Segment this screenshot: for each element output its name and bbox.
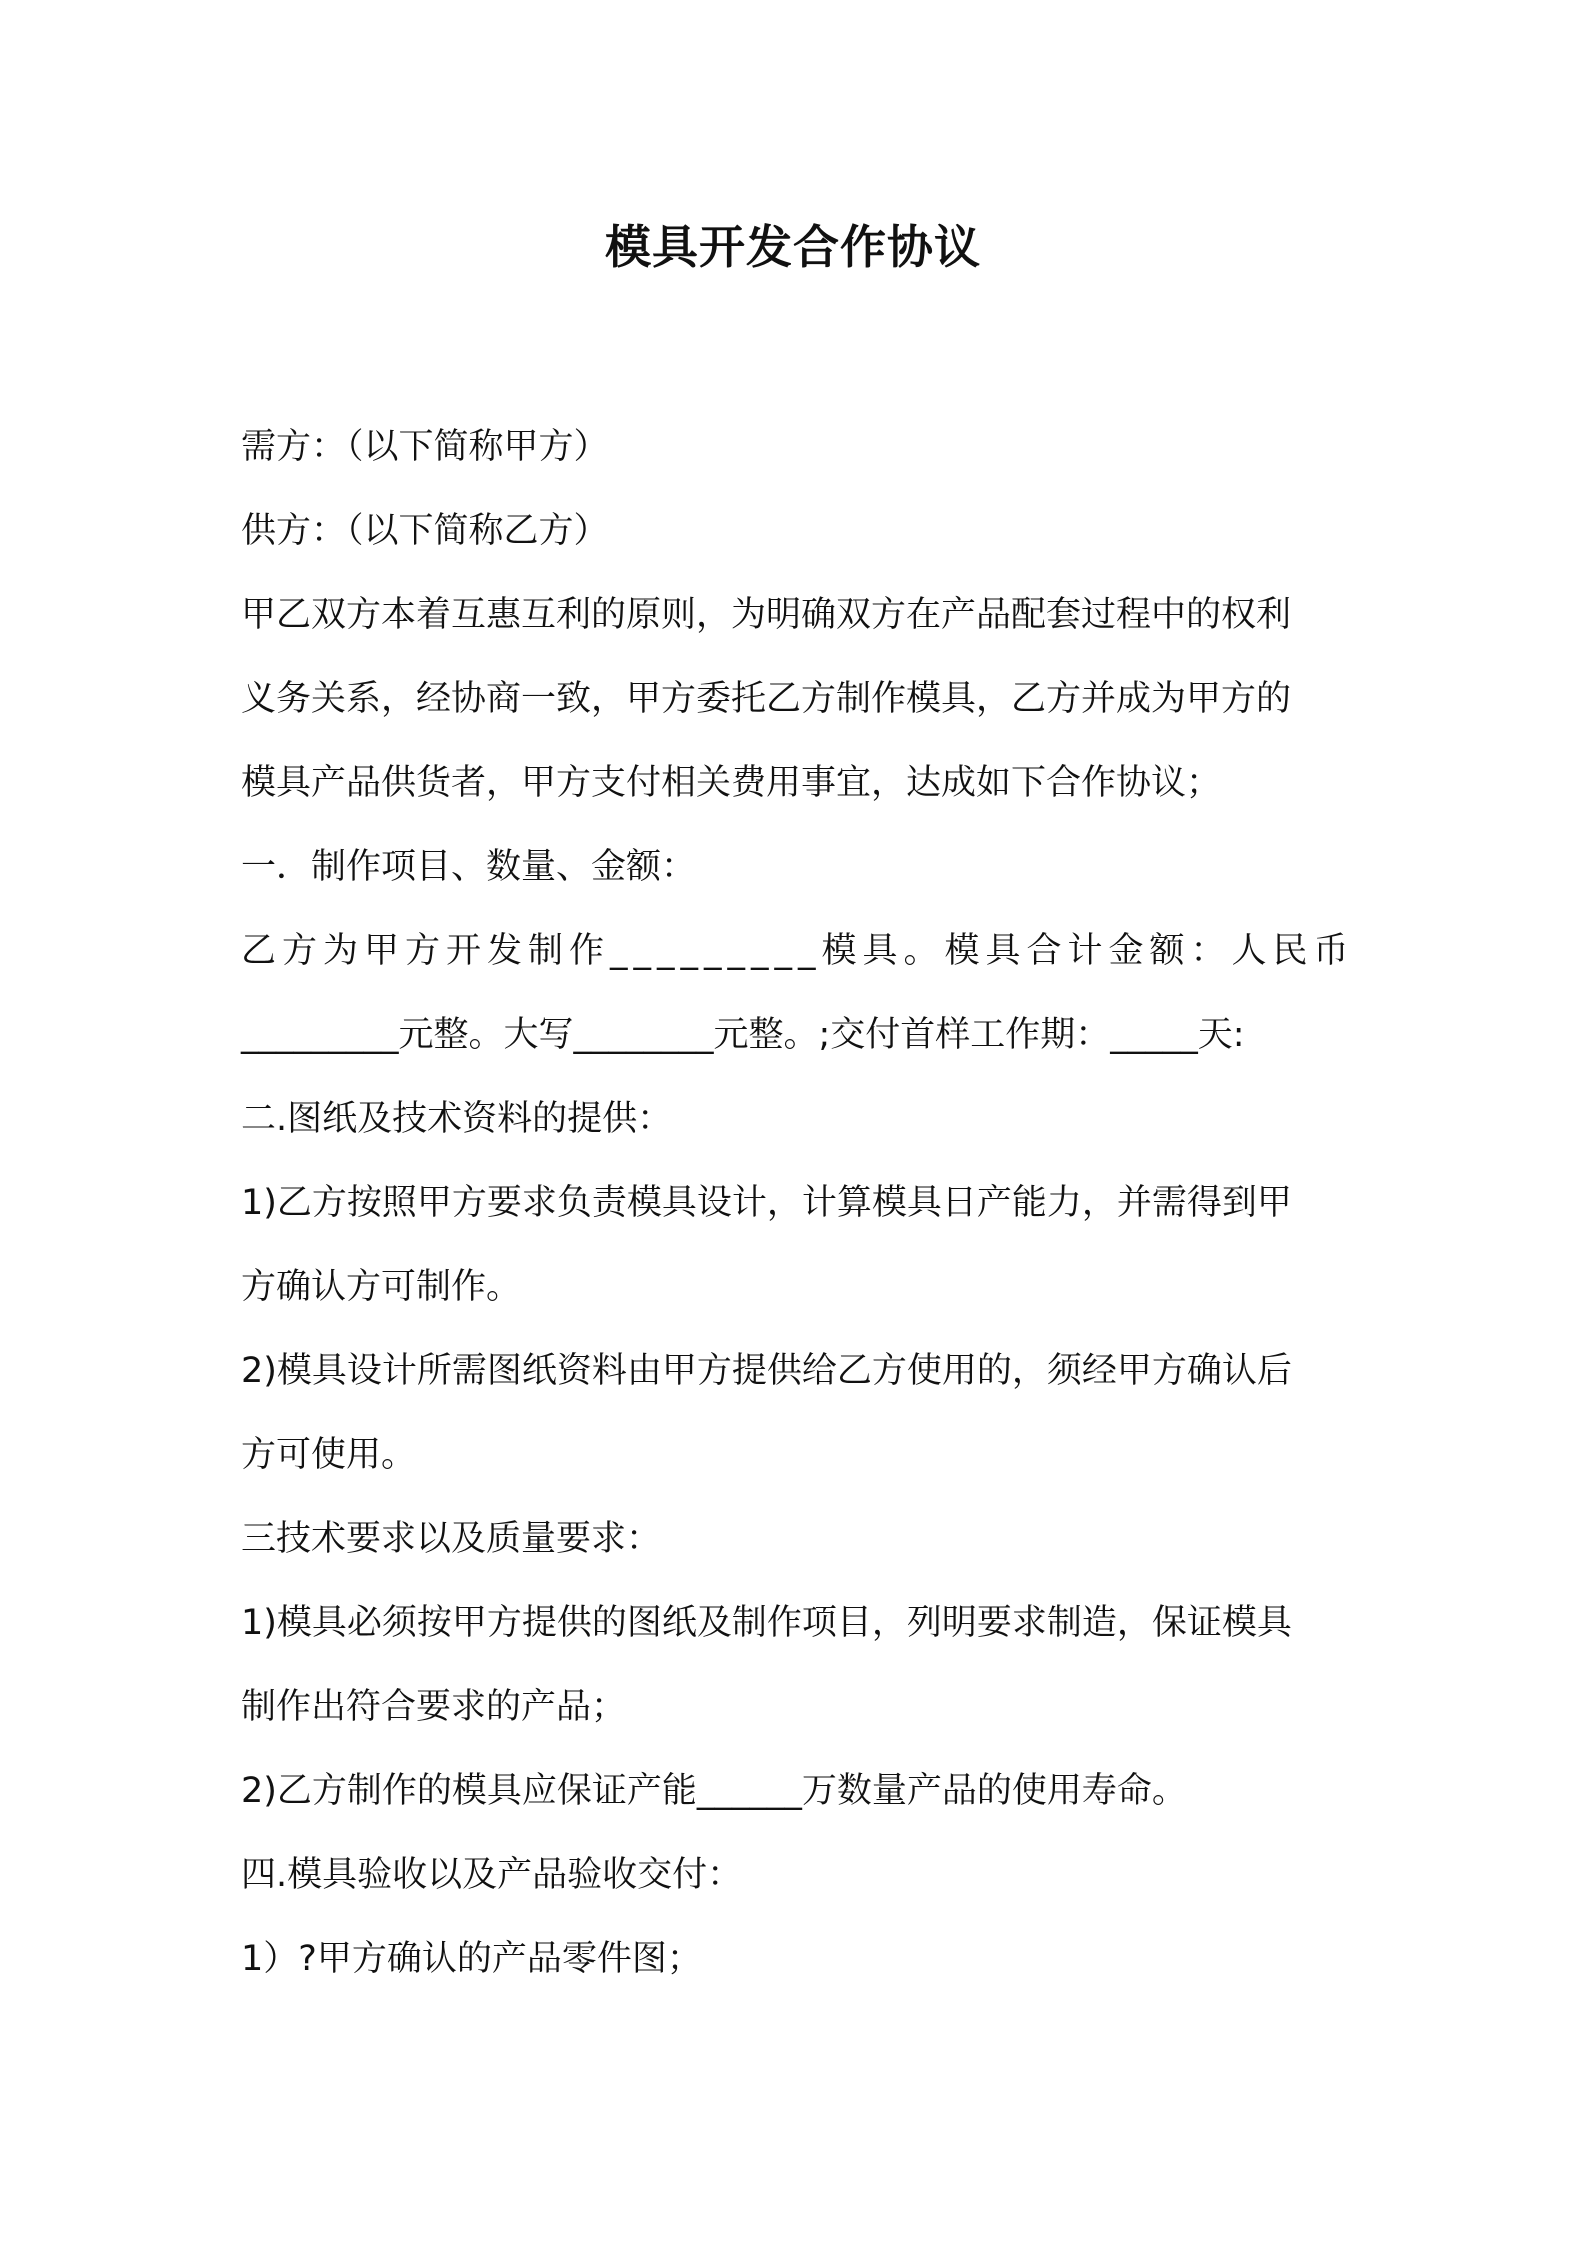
document-body <box>241 405 1357 2001</box>
clause-line: 乙方为甲方开发制作_________模具。模具合计金额：人民币 <box>241 931 1355 971</box>
clause-line: 2)乙方制作的模具应保证产能______万数量产品的使用寿命。 <box>241 1771 1187 1811</box>
party-b-line: 供方：（以下简称乙方） <box>241 511 609 551</box>
intro-paragraph-line: 模具产品供货者，甲方支付相关费用事宜，达成如下合作协议； <box>241 763 1222 803</box>
document-title: 模具开发合作协议 <box>605 220 981 274</box>
section-heading: 一．制作项目、数量、金额： <box>241 847 697 887</box>
clause-line: _________元整。大写________元整。;交付首样工作期：_____天: <box>241 1015 1245 1055</box>
party-a-line: 需方：（以下简称甲方） <box>241 427 609 467</box>
clause-line: 方确认方可制作。 <box>241 1267 522 1307</box>
clause-line: 方可使用。 <box>241 1435 417 1475</box>
section-heading: 三技术要求以及质量要求： <box>241 1519 662 1559</box>
clause-line: 1)模具必须按甲方提供的图纸及制作项目，列明要求制造，保证模具 <box>241 1603 1292 1643</box>
clause-line: 2)模具设计所需图纸资料由甲方提供给乙方使用的，须经甲方确认后 <box>241 1351 1292 1391</box>
intro-paragraph-line: 甲乙双方本着互惠互利的原则，为明确双方在产品配套过程中的权利 <box>241 595 1292 635</box>
section-heading: 四.模具验收以及产品验收交付： <box>241 1855 743 1895</box>
clause-line: 1)乙方按照甲方要求负责模具设计，计算模具日产能力，并需得到甲 <box>241 1183 1292 1223</box>
clause-line: 1）?甲方确认的产品零件图； <box>241 1939 702 1979</box>
intro-paragraph-line: 义务关系，经协商一致，甲方委托乙方制作模具，乙方并成为甲方的 <box>241 679 1292 719</box>
section-heading: 二.图纸及技术资料的提供： <box>241 1099 673 1139</box>
clause-line: 制作出符合要求的产品； <box>241 1687 627 1727</box>
